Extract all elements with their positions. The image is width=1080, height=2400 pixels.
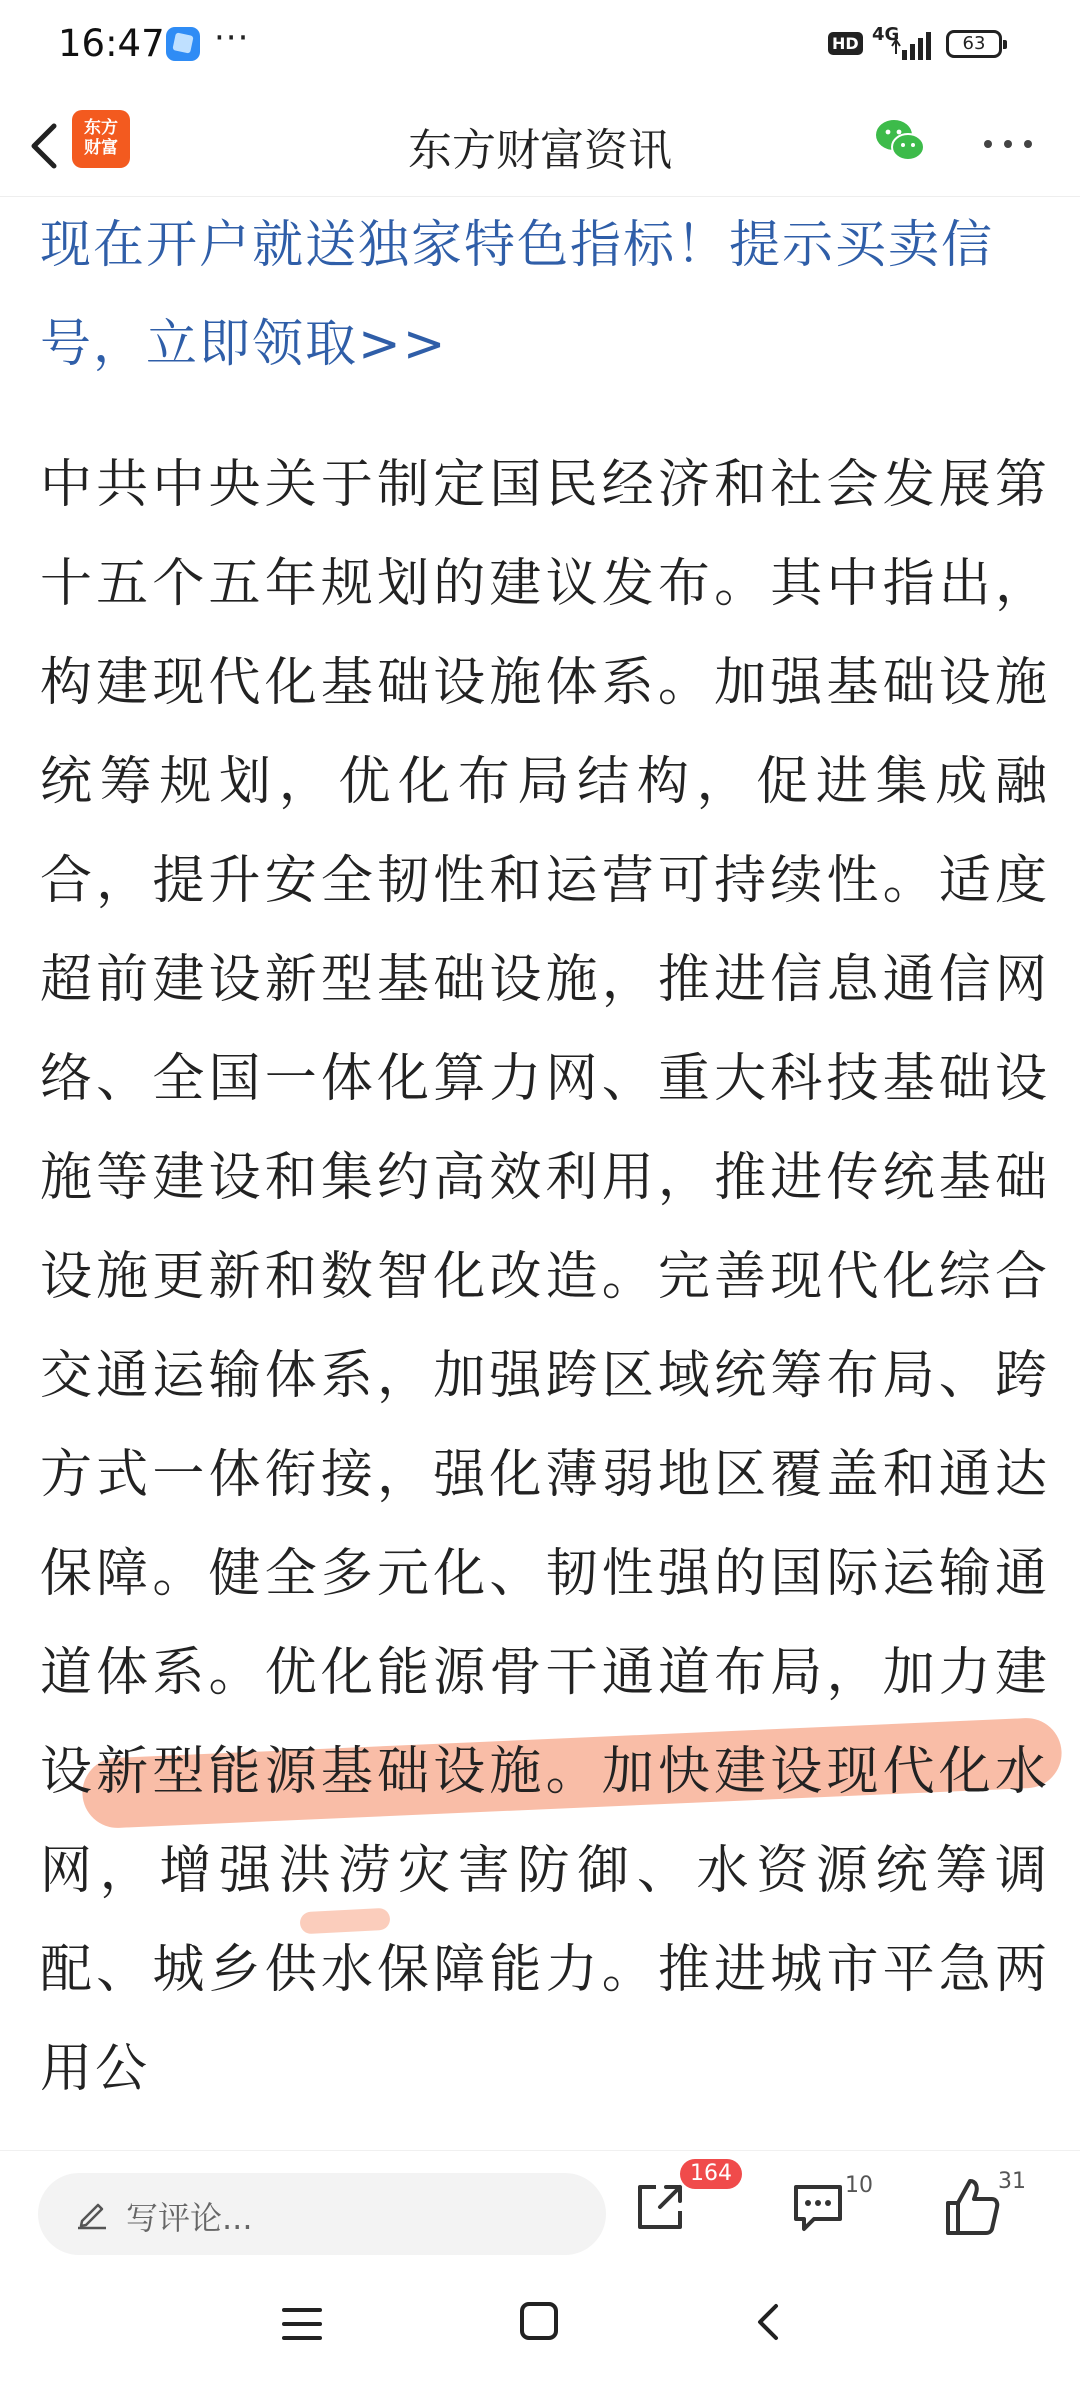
home-icon[interactable] (518, 2300, 560, 2342)
network-type: 4G (872, 24, 900, 45)
back-nav-icon[interactable] (748, 2300, 788, 2344)
notification-app-icon (166, 27, 200, 61)
logo-text-line1: 东方 (84, 118, 118, 138)
pen-icon (74, 2195, 110, 2231)
wechat-share-icon[interactable] (870, 111, 930, 171)
status-more-icon: ··· (214, 18, 250, 58)
more-options-button[interactable] (980, 128, 1036, 168)
battery-icon: 63 (946, 30, 1002, 58)
comment-input[interactable] (38, 2173, 606, 2255)
bottom-action-bar (0, 2150, 1080, 2261)
comment-icon[interactable] (790, 2179, 846, 2235)
signal-icon (890, 30, 934, 60)
like-icon[interactable] (942, 2175, 1002, 2239)
share-icon[interactable] (630, 2177, 690, 2237)
hd-badge: HD (828, 32, 863, 55)
article-body: 中共中央关于制定国民经济和社会发展第十五个五年规划的建议发布。其中指出，构建现代化基础设施体系。加强基础设施统筹规划，优化布局结构，促进集成融合，提升安全韧性和运营可持续性。适度超前建设新型基础设施，推进信息通信网络、全国一体化算力网、重大科技基础设施等建设和集约高效利用，推进传统基础设施更新和数智化改造。完善现代化综合交通运输体系，加强跨区域统筹布局、跨方式一体衔接，强化薄弱地区覆盖和通达保障。健全多元化、韧性强的国际运输通道体系。优化能源骨干通道布局，加力建设新型能源基础设施。加快建设现代化水网，增强洪涝灾害防御、水资源统筹调配、城乡供水保障能力。推进城市平急两用公 (40, 455, 1050, 2099)
like-count: 31 (998, 2169, 1026, 2194)
system-navigation-bar (0, 2270, 1080, 2400)
comment-placeholder: 写评论... (126, 2199, 253, 2237)
app-header (0, 96, 1080, 197)
page-title: 东方财富资讯 (408, 125, 672, 176)
promo-link[interactable]: 现在开户就送独家特色指标！提示买卖信号，立即领取>> (40, 216, 995, 374)
menu-icon[interactable] (280, 2302, 324, 2346)
status-bar (0, 0, 1080, 96)
share-count-badge: 164 (680, 2159, 742, 2189)
comment-count: 10 (845, 2173, 873, 2198)
status-time: 16:47 (58, 22, 165, 65)
logo-text-line2: 财富 (84, 138, 118, 158)
